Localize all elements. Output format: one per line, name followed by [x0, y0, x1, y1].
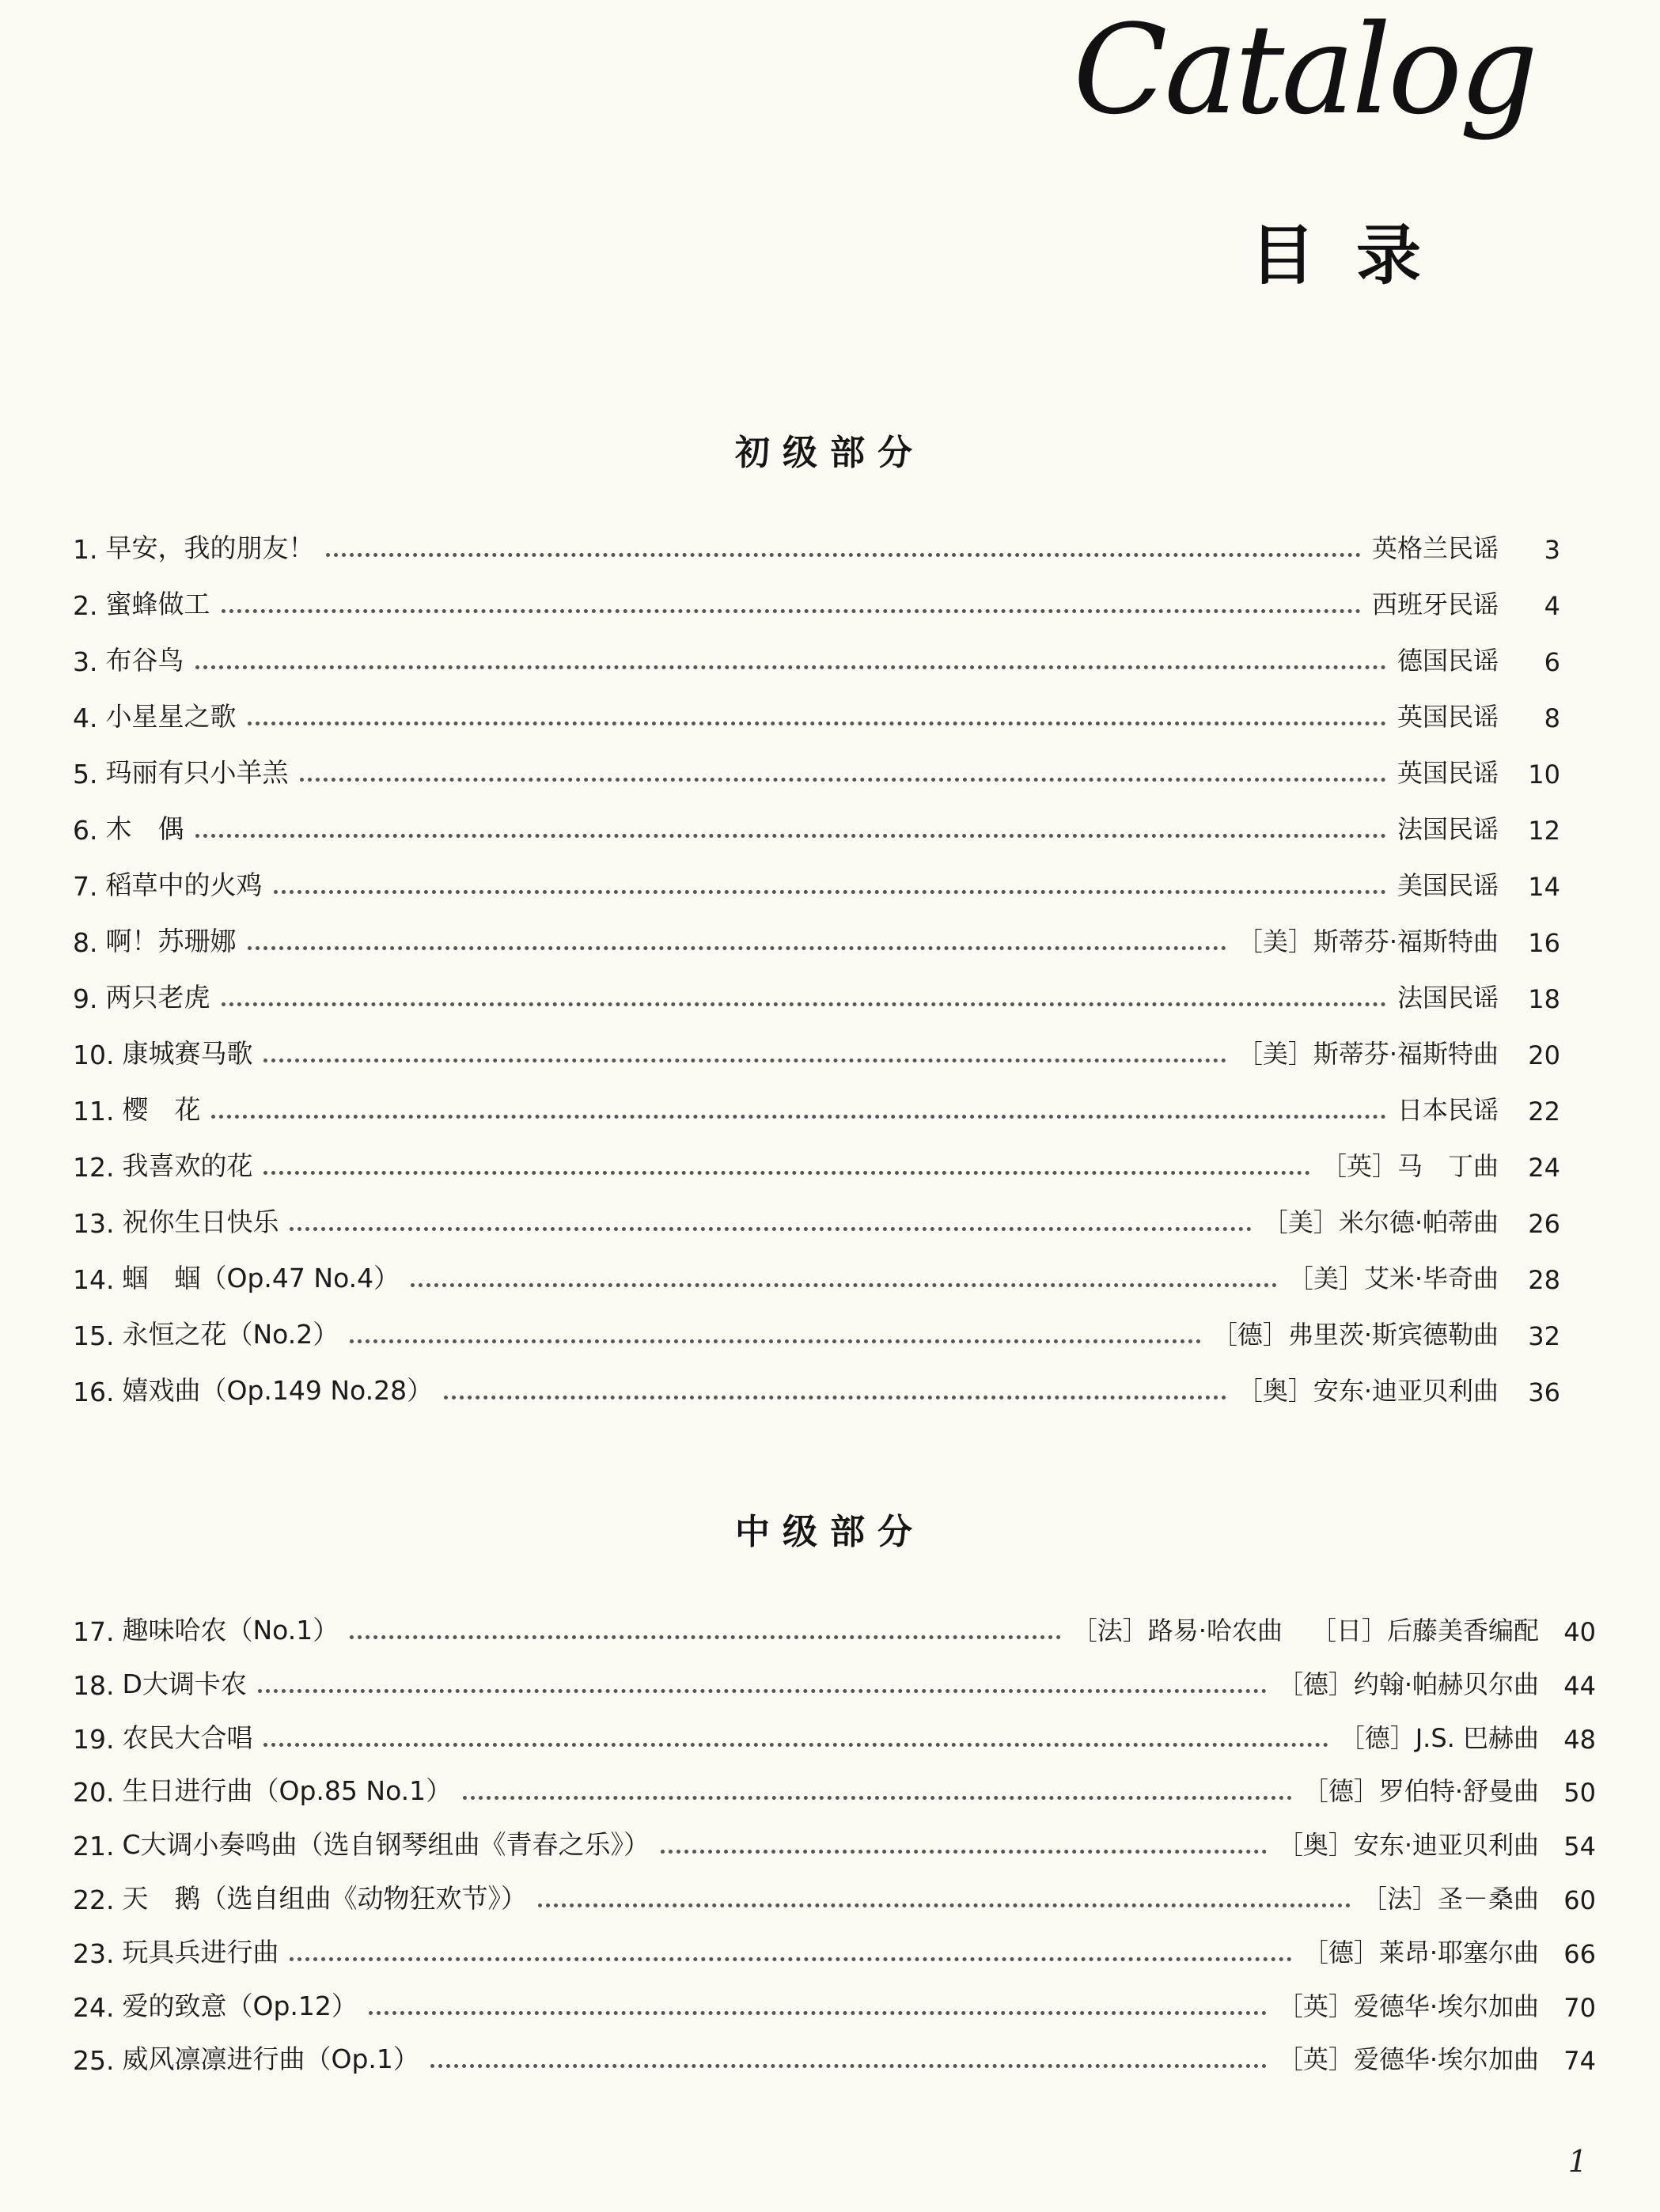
- entry-composer: 西班牙民谣: [1371, 589, 1499, 619]
- leader-dots: [248, 722, 1386, 725]
- toc-entry: [73, 1195, 1560, 1239]
- entry-number: 12.: [73, 1152, 115, 1183]
- toc-entry: [73, 1307, 1560, 1351]
- entry-composer: 法国民谣: [1397, 814, 1499, 844]
- entry-title: 蜜蜂做工: [105, 589, 210, 619]
- entry-number: 16.: [73, 1377, 115, 1407]
- entry-page-number: 24: [1528, 1153, 1560, 1183]
- entry-number: 7.: [73, 871, 98, 902]
- leader-dots: [444, 1396, 1226, 1400]
- entry-title: 康城赛马歌: [122, 1038, 253, 1069]
- entry-page-number: 3: [1544, 535, 1560, 565]
- leader-dots: [195, 834, 1386, 838]
- entry-page-number: 18: [1528, 984, 1560, 1014]
- entry-composer: ［德］罗伯特·舒曼曲: [1302, 1776, 1539, 1807]
- entry-number: 11.: [73, 1096, 115, 1127]
- entry-number: 22.: [73, 1884, 115, 1915]
- entry-composer: ［法］圣－桑曲: [1361, 1884, 1539, 1914]
- entry-composer: ［美］艾米·毕奇曲: [1287, 1263, 1499, 1293]
- entry-title: 永恒之花（No.2）: [122, 1319, 339, 1350]
- entry-title: 小星星之歌: [105, 701, 237, 732]
- entry-page-number: 8: [1544, 703, 1560, 733]
- entry-page-number: 70: [1563, 1992, 1596, 2023]
- entry-composer: ［英］爱德华·埃尔加曲: [1277, 1990, 1539, 2021]
- entry-title: 蝈 蝈（Op.47 No.4）: [122, 1263, 400, 1293]
- entry-title: 玩具兵进行曲: [122, 1936, 279, 1968]
- entry-title: 木 偶: [105, 813, 184, 844]
- leader-dots: [263, 1743, 1328, 1747]
- section-title-beginner: 初级部分: [735, 433, 925, 473]
- entry-title: 玛丽有只小羊羔: [105, 757, 289, 788]
- entry-number: 14.: [73, 1264, 115, 1295]
- entry-page-number: 32: [1528, 1321, 1560, 1351]
- entry-page-number: 22: [1528, 1097, 1560, 1127]
- entry-page-number: 60: [1563, 1885, 1596, 1915]
- entry-title: 爱的致意（Op.12）: [122, 1990, 358, 2021]
- leader-dots: [222, 1002, 1386, 1006]
- entry-number: 10.: [73, 1040, 115, 1070]
- entry-page-number: 28: [1528, 1265, 1560, 1295]
- entry-page-number: 6: [1544, 647, 1560, 677]
- entry-page-number: 74: [1563, 2046, 1596, 2077]
- toc-entry: [73, 1082, 1560, 1127]
- entry-number: 1.: [73, 534, 98, 565]
- entry-page-number: 40: [1563, 1617, 1596, 1647]
- toc-entry: [73, 1363, 1560, 1407]
- entry-page-number: 48: [1563, 1724, 1596, 1755]
- entry-number: 3.: [73, 646, 98, 677]
- entry-number: 25.: [73, 2045, 115, 2077]
- entry-number: 5.: [73, 759, 98, 790]
- page-title: 目录: [1249, 218, 1462, 294]
- entry-title: 我喜欢的花: [122, 1150, 253, 1181]
- entry-composer: ［德］弗里茨·斯宾德勒曲: [1211, 1320, 1499, 1350]
- toc-entry: [73, 858, 1560, 902]
- toc-entry: [73, 2032, 1596, 2076]
- entry-composer: ［美］米尔德·帕蒂曲: [1262, 1207, 1499, 1237]
- entry-composer: ［美］斯蒂芬·福斯特曲: [1237, 1039, 1499, 1069]
- entry-number: 19.: [73, 1723, 115, 1755]
- entry-composer: ［奥］安东·迪亚贝利曲: [1277, 1830, 1539, 1861]
- entry-page-number: 36: [1528, 1377, 1560, 1407]
- leader-dots: [661, 1850, 1267, 1854]
- entry-composer: 德国民谣: [1397, 646, 1499, 676]
- entry-composer: ［英］爱德华·埃尔加曲: [1277, 2044, 1539, 2075]
- entry-number: 23.: [73, 1937, 115, 1969]
- entry-title: 祝你生日快乐: [122, 1206, 279, 1237]
- entry-composer: 英国民谣: [1397, 702, 1499, 732]
- entry-composer: ［美］斯蒂芬·福斯特曲: [1237, 926, 1499, 956]
- entry-page-number: 44: [1563, 1670, 1596, 1701]
- entry-number: 15.: [73, 1320, 115, 1351]
- entry-page-number: 26: [1528, 1209, 1560, 1239]
- leader-dots: [258, 1689, 1267, 1693]
- entry-title: 生日进行曲（Op.85 No.1）: [122, 1775, 453, 1807]
- leader-dots: [411, 1283, 1277, 1287]
- entry-number: 9.: [73, 983, 98, 1014]
- section-title-intermediate: 中级部分: [735, 1512, 925, 1552]
- entry-title: 两只老虎: [105, 982, 210, 1013]
- entry-page-number: 50: [1563, 1778, 1596, 1809]
- leader-dots: [211, 1115, 1386, 1119]
- entry-number: 21.: [73, 1831, 115, 1862]
- entry-title: 农民大合唱: [122, 1721, 253, 1753]
- entry-composer: ［德］莱昂·耶塞尔曲: [1302, 1937, 1539, 1968]
- entry-title: 啊！苏珊娜: [105, 926, 237, 956]
- leader-dots: [248, 946, 1226, 950]
- entry-composer: 法国民谣: [1397, 983, 1499, 1013]
- entry-number: 17.: [73, 1616, 115, 1647]
- toc-entry: [73, 970, 1560, 1014]
- entry-page-number: 14: [1528, 872, 1560, 902]
- toc-entry: [73, 521, 1560, 565]
- toc-entry: [73, 689, 1560, 733]
- toc-entry: [73, 1657, 1596, 1701]
- toc-entry: [73, 1979, 1596, 2023]
- leader-dots: [263, 1059, 1226, 1062]
- toc-entry: [73, 633, 1560, 677]
- entry-title: 嬉戏曲（Op.149 No.28）: [122, 1375, 434, 1406]
- toc-entry: [73, 801, 1560, 846]
- entry-page-number: 10: [1528, 759, 1560, 790]
- toc-entry: [73, 1817, 1596, 1862]
- leader-dots: [195, 665, 1386, 669]
- entry-title: 天 鹅（选自组曲《动物狂欢节》）: [122, 1883, 527, 1914]
- entry-number: 20.: [73, 1777, 115, 1809]
- toc-entry: [73, 1026, 1560, 1070]
- entry-number: 6.: [73, 815, 98, 846]
- toc-entry: [73, 1763, 1596, 1808]
- toc-entry: [73, 1251, 1560, 1295]
- entry-composer: ［奥］安东·迪亚贝利曲: [1237, 1376, 1499, 1406]
- toc-entry: [73, 745, 1560, 790]
- entry-composer: 英格兰民谣: [1371, 533, 1499, 563]
- entry-number: 4.: [73, 703, 98, 733]
- leader-dots: [290, 1957, 1291, 1961]
- entry-title: D大调卡农: [122, 1668, 247, 1699]
- entry-number: 24.: [73, 1991, 115, 2023]
- toc-entry: [73, 1710, 1596, 1755]
- leader-dots: [369, 2011, 1267, 2015]
- entry-composer: ［德］J.S. 巴赫曲: [1339, 1722, 1539, 1753]
- entry-page-number: 66: [1563, 1938, 1596, 1969]
- entry-composer: 美国民谣: [1397, 870, 1499, 900]
- leader-dots: [326, 553, 1361, 557]
- leader-dots: [222, 609, 1361, 613]
- entry-arranger: ［日］后藤美香编配: [1310, 1615, 1539, 1646]
- entry-page-number: 20: [1528, 1040, 1560, 1070]
- entry-title: 早安，我的朋友！: [105, 532, 315, 563]
- entry-title: C大调小奏鸣曲（选自钢琴组曲《青春之乐》）: [122, 1829, 650, 1861]
- entry-page-number: 16: [1528, 928, 1560, 958]
- entry-number: 8.: [73, 927, 98, 958]
- toc-entry: [73, 914, 1560, 958]
- entry-title: 趣味哈农（No.1）: [122, 1615, 339, 1646]
- leader-dots: [274, 890, 1386, 894]
- leader-dots: [263, 1171, 1310, 1175]
- toc-entry: [73, 1138, 1560, 1183]
- entry-title: 樱 花: [122, 1094, 201, 1125]
- toc-entry: [73, 1925, 1596, 1969]
- toc-entry: [73, 1603, 1596, 1647]
- leader-dots: [350, 1339, 1201, 1343]
- entry-page-number: 4: [1544, 591, 1560, 621]
- leader-dots: [430, 2064, 1267, 2068]
- leader-dots: [538, 1903, 1351, 1907]
- entry-title: 稻草中的火鸡: [105, 869, 263, 900]
- leader-dots: [350, 1635, 1061, 1639]
- entry-page-number: 54: [1563, 1831, 1596, 1862]
- entry-composer: 英国民谣: [1397, 758, 1499, 788]
- leader-dots: [290, 1227, 1251, 1231]
- entry-title: 布谷鸟: [105, 645, 184, 676]
- catalog-heading: Catalog: [1073, 0, 1535, 142]
- entry-composer: ［法］路易·哈农曲: [1071, 1615, 1283, 1646]
- entry-number: 13.: [73, 1208, 115, 1239]
- entry-number: 18.: [73, 1669, 115, 1701]
- leader-dots: [463, 1796, 1292, 1800]
- entry-number: 2.: [73, 590, 98, 621]
- entry-composer: ［英］马 丁曲: [1321, 1151, 1499, 1181]
- toc-entry: [73, 577, 1560, 621]
- toc-entry: [73, 1871, 1596, 1915]
- page-number: 1: [1567, 2144, 1587, 2179]
- entry-page-number: 12: [1528, 816, 1560, 846]
- leader-dots: [300, 778, 1386, 782]
- entry-title: 威风凛凛进行曲（Op.1）: [122, 2043, 419, 2075]
- entry-composer: 日本民谣: [1397, 1095, 1499, 1125]
- entry-composer: ［德］约翰·帕赫贝尔曲: [1277, 1668, 1539, 1699]
